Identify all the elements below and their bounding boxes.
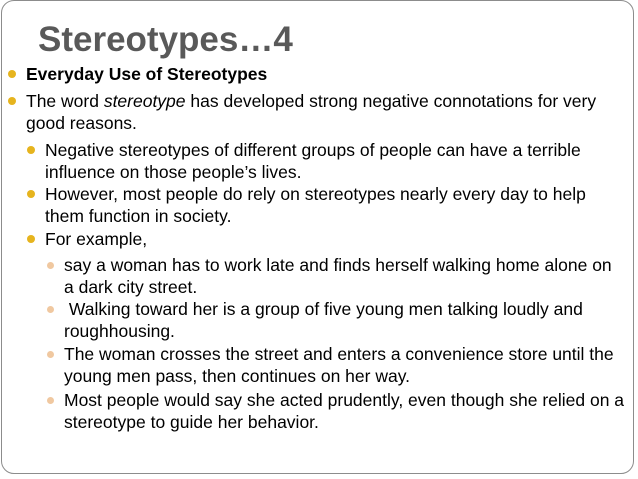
bullet-text-emphasis: stereotype — [103, 91, 186, 111]
bullet-text: say a woman has to work late and finds herself walking home alone on a dark city street. — [64, 255, 612, 297]
bullet-dot-icon — [47, 306, 54, 313]
bullet-text: Everyday Use of Stereotypes — [26, 64, 268, 84]
bullet-item-2 — [8, 90, 598, 134]
bullet-dot-icon — [27, 190, 35, 198]
bullet-dot-icon — [27, 235, 35, 243]
bullet-text: Walking toward her is a group of five young men talking loudly and roughhousing. — [64, 299, 588, 341]
bullet-dot-icon — [27, 146, 35, 154]
bullet-dot-icon — [8, 97, 16, 105]
bullet-text: Most people would say she acted prudently, even though she relied on a stereotype to guide her behavior. — [64, 390, 625, 432]
slide-title: Stereotypes…4 — [38, 20, 293, 59]
bullet-text-part: has developed strong negative connotations for very good reasons. — [26, 91, 597, 133]
bullet-text: Negative stereotypes of different groups of people can have a terrible influence on those people’s lives. — [45, 140, 581, 182]
bullet-item-4 — [27, 183, 602, 227]
bullet-item-5 — [27, 228, 602, 250]
bullet-item-8 — [47, 343, 617, 387]
bullet-item-6 — [47, 254, 617, 298]
bullet-text-part: The word — [26, 91, 104, 111]
bullet-text: However, most people do rely on stereotypes nearly every day to help them function in society. — [45, 184, 586, 226]
bullet-dot-icon — [8, 70, 16, 78]
bullet-text: The woman crosses the street and enters a convenience store until the young men pass, then continues on her way. — [64, 344, 614, 386]
bullet-text: For example, — [45, 229, 148, 249]
bullet-dot-icon — [47, 262, 54, 269]
bullet-item-1 — [8, 63, 628, 85]
bullet-dot-icon — [47, 397, 54, 404]
bullet-text — [26, 90, 598, 134]
bullet-item-9 — [47, 389, 632, 433]
bullet-dot-icon — [47, 351, 54, 358]
bullet-item-3 — [27, 139, 602, 183]
bullet-item-7 — [47, 298, 617, 342]
